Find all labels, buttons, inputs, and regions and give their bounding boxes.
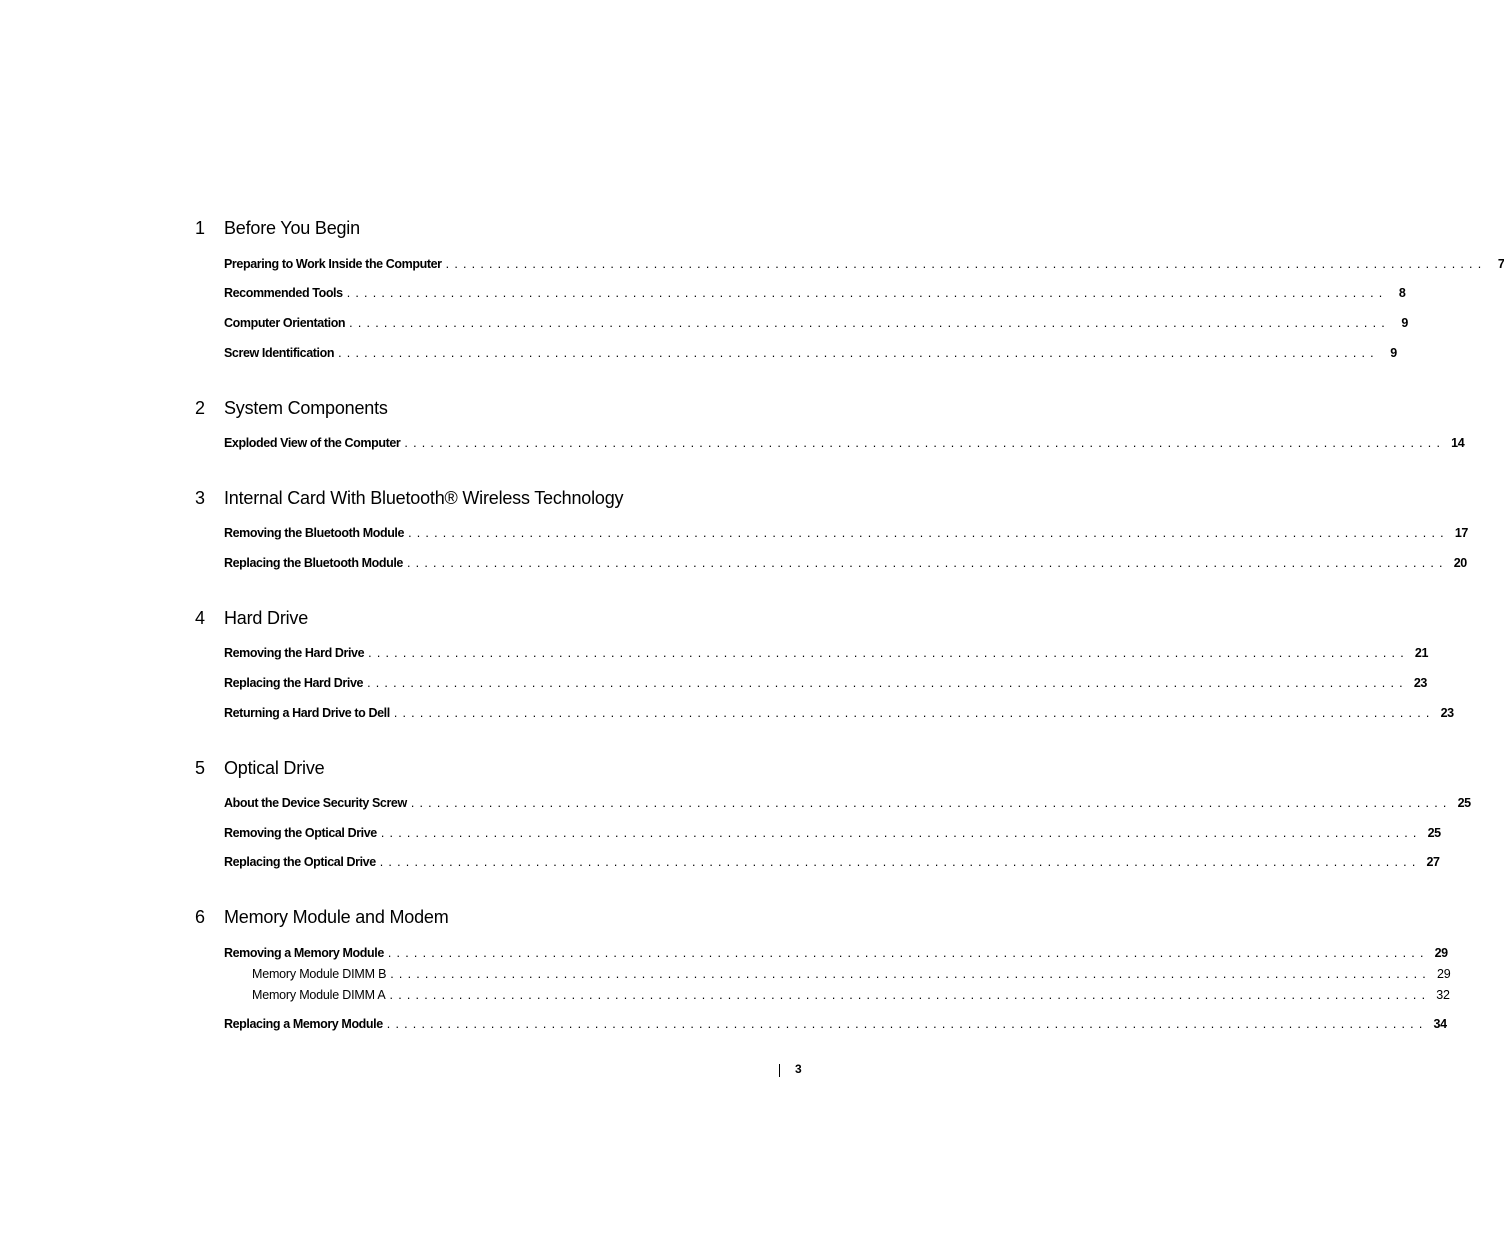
dot-leader: ........................................................................................................................ xyxy=(393,706,1435,720)
toc-entry-page: 7 xyxy=(1497,257,1504,271)
toc-entry-page: 9 xyxy=(1390,346,1397,360)
chapter-number: 6 xyxy=(195,907,205,927)
chapter-heading xyxy=(195,218,695,242)
chapter-title: Hard Drive xyxy=(224,608,309,628)
toc-entry[interactable] xyxy=(224,525,1468,541)
toc-entry[interactable] xyxy=(224,854,1440,870)
toc-entry-label: Removing the Bluetooth Module xyxy=(224,526,405,540)
chapter-title: Optical Drive xyxy=(224,758,325,778)
toc-entry[interactable] xyxy=(224,705,1454,721)
dot-leader: ........................................................................................................................ xyxy=(387,946,1429,960)
chapter-title: System Components xyxy=(224,398,388,418)
dot-leader: ........................................................................................................................ xyxy=(368,646,1409,660)
toc-entry-page: 9 xyxy=(1401,316,1408,330)
dot-leader: ........................................................................................................................ xyxy=(408,526,1449,540)
dot-leader: ........................................................................................................................ xyxy=(389,988,1431,1002)
toc-entry[interactable] xyxy=(224,645,1429,661)
toc-subentry[interactable] xyxy=(252,966,1451,982)
toc-subentry[interactable] xyxy=(252,987,1450,1003)
toc-entry-page: 20 xyxy=(1453,556,1467,570)
toc-entry-label: About the Device Security Screw xyxy=(224,796,407,810)
toc-entry[interactable] xyxy=(224,675,1427,691)
toc-entry-page: 25 xyxy=(1427,826,1441,840)
chapter-heading xyxy=(195,398,695,422)
toc-entry-page: 14 xyxy=(1451,436,1465,450)
dot-leader: ........................................................................................................................ xyxy=(379,855,1421,869)
chapter-number: 3 xyxy=(195,488,205,508)
dot-leader: ........................................................................................................................ xyxy=(367,676,1408,690)
page-number: 3 xyxy=(795,1062,802,1076)
toc-entry[interactable] xyxy=(224,945,1448,961)
toc-entry-page: 29 xyxy=(1434,946,1448,960)
toc-entry-label: Replacing a Memory Module xyxy=(224,1017,383,1031)
toc-entry[interactable] xyxy=(224,285,1406,301)
dot-leader: ........................................................................................................................ xyxy=(445,257,1487,271)
chapter-number: 5 xyxy=(195,758,205,778)
toc-entry-label: Replacing the Bluetooth Module xyxy=(224,556,403,570)
toc-entry-label: Preparing to Work Inside the Computer xyxy=(224,257,442,271)
toc-entry[interactable] xyxy=(224,555,1467,571)
chapter-number: 1 xyxy=(195,218,205,238)
dot-leader: ........................................................................................................................ xyxy=(346,286,1388,300)
toc-entry-page: 17 xyxy=(1454,526,1468,540)
toc-entry[interactable] xyxy=(224,345,1397,361)
toc-entry-page: 8 xyxy=(1398,286,1406,300)
toc-entry-page: 32 xyxy=(1436,988,1450,1002)
chapter-heading xyxy=(195,488,695,512)
toc-entry-label: Computer Orientation xyxy=(224,316,346,330)
toc-entry-label: Removing the Hard Drive xyxy=(224,646,365,660)
toc-entry-page: 27 xyxy=(1426,855,1440,869)
dot-leader: ........................................................................................................................ xyxy=(390,967,1431,981)
footer-divider xyxy=(779,1064,780,1077)
toc-entry-page: 23 xyxy=(1413,676,1427,690)
toc-entry-label: Recommended Tools xyxy=(224,286,343,300)
toc-entry[interactable] xyxy=(224,825,1441,841)
chapter-heading xyxy=(195,758,695,782)
toc-entry-page: 29 xyxy=(1436,967,1451,981)
dot-leader: ........................................................................................................................ xyxy=(349,316,1390,330)
toc-entry[interactable] xyxy=(224,435,1465,451)
toc-entry-label: Memory Module DIMM B xyxy=(252,967,387,981)
toc-entry[interactable] xyxy=(224,315,1408,331)
chapter-heading xyxy=(195,907,695,931)
chapter-heading xyxy=(195,608,695,632)
toc-entry-label: Removing the Optical Drive xyxy=(224,826,377,840)
toc-entry[interactable] xyxy=(224,1016,1447,1032)
toc-entry-page: 34 xyxy=(1433,1017,1447,1031)
chapter-title: Memory Module and Modem xyxy=(224,907,449,927)
toc-entry-label: Screw Identification xyxy=(224,346,335,360)
toc-entry[interactable] xyxy=(224,795,1471,811)
toc-entry[interactable] xyxy=(224,256,1504,272)
toc-entry-label: Removing a Memory Module xyxy=(224,946,384,960)
dot-leader: ........................................................................................................................ xyxy=(410,796,1452,810)
dot-leader: ........................................................................................................................ xyxy=(338,346,1379,360)
chapter-title: Before You Begin xyxy=(224,218,360,238)
toc-entry-label: Exploded View of the Computer xyxy=(224,436,401,450)
dot-leader: ........................................................................................................................ xyxy=(386,1017,1428,1031)
toc-entry-label: Returning a Hard Drive to Dell xyxy=(224,706,390,720)
toc-entry-page: 21 xyxy=(1414,646,1429,660)
chapter-number: 4 xyxy=(195,608,205,628)
toc-entry-label: Replacing the Optical Drive xyxy=(224,855,376,869)
dot-leader: ........................................................................................................................ xyxy=(406,556,1448,570)
toc-entry-label: Memory Module DIMM A xyxy=(252,988,386,1002)
toc-entry-label: Replacing the Hard Drive xyxy=(224,676,364,690)
toc-entry-page: 25 xyxy=(1457,796,1471,810)
dot-leader: ........................................................................................................................ xyxy=(380,826,1422,840)
toc-entry-page: 23 xyxy=(1440,706,1454,720)
chapter-title: Internal Card With Bluetooth® Wireless Technology xyxy=(224,488,624,508)
chapter-number: 2 xyxy=(195,398,205,418)
dot-leader: ........................................................................................................................ xyxy=(404,436,1446,450)
